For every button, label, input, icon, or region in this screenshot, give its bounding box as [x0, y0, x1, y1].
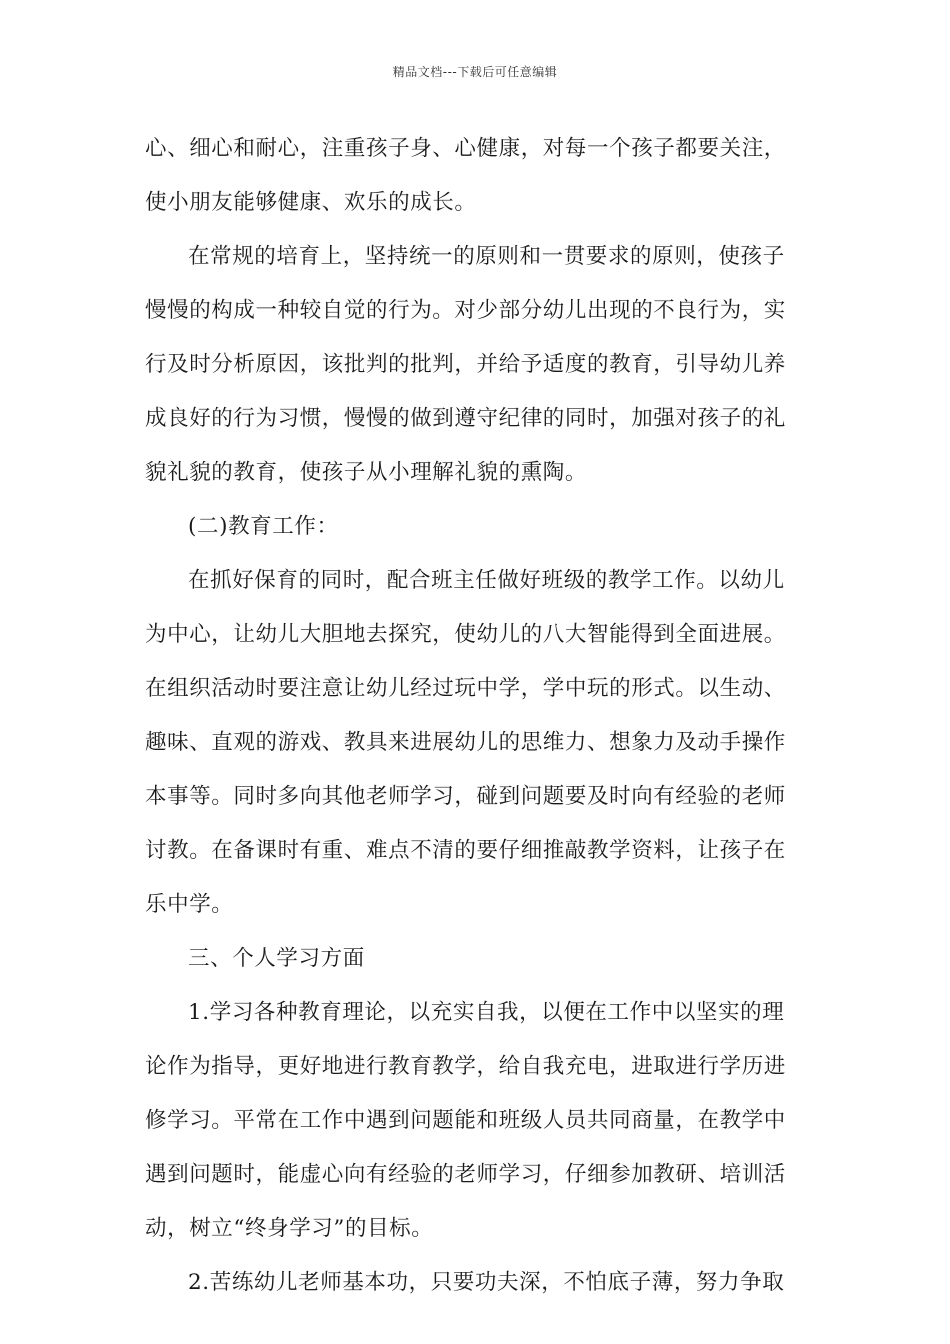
text-line: 本事等。同时多向其他老师学习，碰到问题要及时向有经验的老师	[145, 784, 786, 809]
text-line: 论作为指导，更好地进行教育教学，给自我充电，进取进行学历进	[145, 1054, 786, 1079]
text-line: 慢慢的构成一种较自觉的行为。对少部分幼儿出现的不良行为，实	[145, 298, 786, 323]
text-line: 在常规的培育上，坚持统一的原则和一贯要求的原则，使孩子	[188, 244, 785, 269]
text-line: 修学习。平常在工作中遇到问题能和班级人员共同商量，在教学中	[145, 1108, 786, 1133]
text-line: 在组织活动时要注意让幼儿经过玩中学，学中玩的形式。以生动、	[145, 676, 786, 701]
text-line: 在抓好保育的同时，配合班主任做好班级的教学工作。以幼儿	[188, 568, 785, 593]
text-line: 1.学习各种教育理论，以充实自我，以便在工作中以坚实的理	[188, 1000, 785, 1025]
document-body	[145, 127, 815, 1315]
section-heading: 三、个人学习方面	[188, 946, 365, 971]
text-line: 行及时分析原因，该批判的批判，并给予适度的教育，引导幼儿养	[145, 352, 786, 377]
text-line: 讨教。在备课时有重、难点不清的要仔细推敲教学资料，让孩子在	[145, 838, 786, 863]
text-line: 2.苦练幼儿老师基本功，只要功夫深，不怕底子薄，努力争取	[188, 1270, 785, 1295]
text-line: 乐中学。	[145, 892, 234, 917]
text-line: 貌礼貌的教育，使孩子从小理解礼貌的熏陶。	[145, 460, 588, 485]
text-line: 心、细心和耐心，注重孩子身、心健康，对每一个孩子都要关注，	[145, 136, 786, 161]
page-header: 精品文档---下载后可任意编辑	[392, 65, 558, 79]
text-line: 遇到问题时，能虚心向有经验的老师学习，仔细参加教研、培训活	[145, 1162, 786, 1187]
section-heading: (二)教育工作：	[188, 514, 339, 539]
text-line: 动，树立“终身学习”的目标。	[145, 1216, 434, 1241]
text-line: 趣味、直观的游戏、教具来进展幼儿的思维力、想象力及动手操作	[145, 730, 786, 755]
text-line: 使小朋友能够健康、欢乐的成长。	[145, 190, 477, 215]
text-line: 成良好的行为习惯，慢慢的做到遵守纪律的同时，加强对孩子的礼	[145, 406, 786, 431]
text-line: 为中心，让幼儿大胆地去探究，使幼儿的八大智能得到全面进展。	[145, 622, 786, 647]
